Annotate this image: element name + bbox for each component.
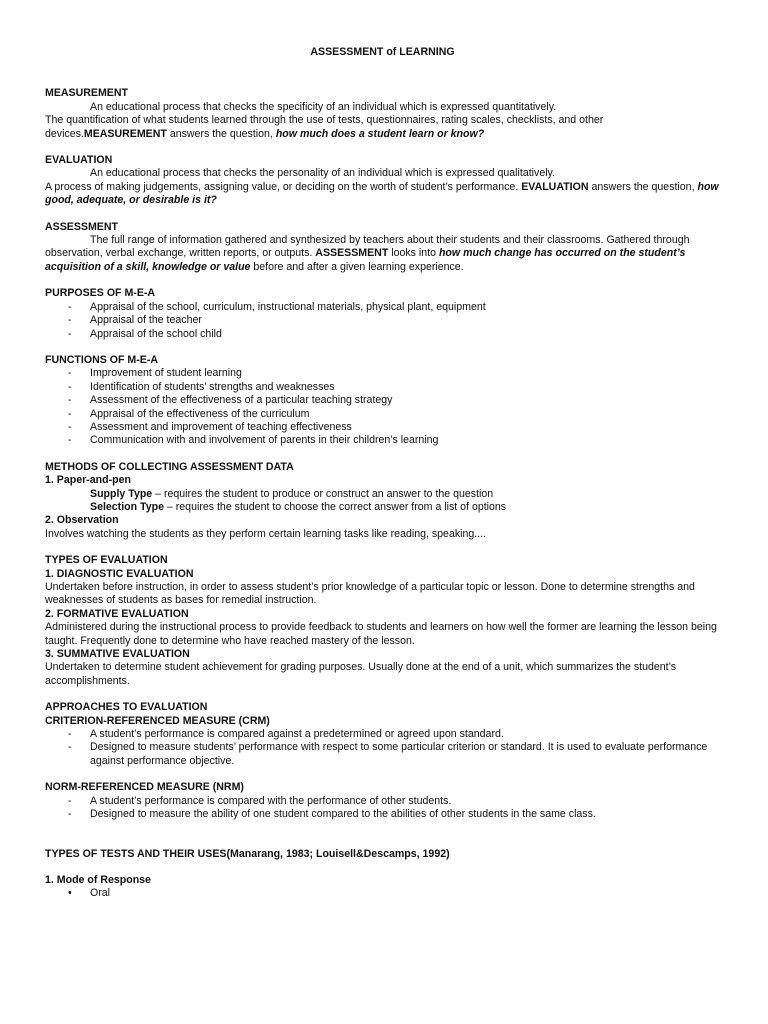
section-heading: TYPES OF TESTS AND THEIR USES(Manarang, 1983; Louisell&Descamps, 1992) [45, 847, 450, 860]
bold-term: Supply Type [90, 487, 153, 500]
list-item: - Improvement of student learning [45, 367, 720, 380]
bold-term: EVALUATION [521, 180, 589, 193]
supply-type-line [45, 488, 720, 501]
paragraph: Involves watching the students as they perform certain learning tasks like reading, speaking.... [45, 527, 487, 540]
section-heading: EVALUATION [45, 154, 113, 167]
selection-type-line [45, 501, 720, 514]
purposes-list [45, 301, 720, 341]
section-heading: MEASUREMENT [45, 87, 128, 100]
text: – requires the student to choose the correct answer from a list of options [163, 500, 507, 513]
section-methods [45, 461, 720, 541]
paragraph: Undertaken to determine student achievement for grading purposes. Usually done at the end of a unit, which summarizes the student’s accomplishments. [45, 661, 677, 687]
subheading: CRITERION-REFERENCED MEASURE (CRM) [45, 714, 270, 727]
mode-of-response-list [45, 887, 720, 900]
paragraph: Undertaken before instruction, in order to assess student’s prior knowledge of a particular topic or lesson. Done to determine strengths and weaknesses of students as bases for remedial instruction. [45, 581, 695, 607]
list-item: - Assessment of the effectiveness of a particular teaching strategy [45, 394, 720, 407]
subheading: 1. Paper-and-pen [45, 474, 131, 487]
emphasis: how good, adequate, or desirable is it? [45, 180, 719, 207]
subheading: 3. SUMMATIVE EVALUATION [45, 648, 190, 661]
list-item: - Appraisal of the teacher [45, 314, 720, 327]
subheading: NORM-REFERENCED MEASURE (NRM) [45, 781, 244, 794]
text: A process of making judgements, assigning value, or deciding on the worth of student’s performance. [45, 180, 522, 193]
text: The full range of information gathered and synthesized by teachers about their students and their classrooms. Gathered through observation, verbal exchange, written reports, or outputs. [45, 234, 690, 260]
paragraph: An educational process that checks the specificity of an individual which is expressed quantitatively. [90, 100, 557, 113]
section-purposes [45, 287, 720, 341]
section-heading: PURPOSES OF M-E-A [45, 287, 156, 300]
section-heading: FUNCTIONS OF M-E-A [45, 353, 158, 366]
document-title: ASSESSMENT of LEARNING [310, 46, 455, 58]
text: The quantification of what students learned through the use of tests, questionnaires, rating scales, checklists, and other devices. [45, 114, 604, 140]
bold-term: ASSESSMENT [315, 247, 389, 260]
subheading: 1. DIAGNOSTIC EVALUATION [45, 567, 194, 580]
list-item: - Appraisal of the school child [45, 328, 720, 341]
emphasis: how much change has occurred on the student’s acquisition of a skill, knowledge or value [45, 247, 686, 273]
text: before and after a given learning experience. [250, 260, 464, 273]
list-item: - Communication with and involvement of parents in their children’s learning [45, 434, 720, 447]
paragraph [45, 114, 720, 141]
functions-list [45, 367, 720, 447]
subheading: 2. FORMATIVE EVALUATION [45, 607, 189, 620]
paragraph [45, 181, 720, 208]
section-evaluation [45, 154, 720, 208]
paragraph: Administered during the instructional process to provide feedback to students and learners on how well the former are learning the lesson being taught. Frequently done to determine who have reached mastery of the lesson. [45, 621, 717, 647]
list-item: - Identification of students’ strengths and weaknesses [45, 381, 720, 394]
subheading: 1. Mode of Response [45, 873, 151, 886]
section-approaches [45, 701, 720, 821]
list-item: - Designed to measure students’ performance with respect to some particular criterion or standard. It is used to evaluate performance against performance objective. [45, 741, 720, 768]
section-heading: TYPES OF EVALUATION [45, 554, 168, 567]
paragraph [45, 234, 720, 274]
section-assessment [45, 221, 720, 275]
crm-list [45, 728, 720, 768]
text: answers the question, [588, 180, 698, 193]
section-heading: ASSESSMENT [45, 220, 118, 233]
text: – requires the student to produce or construct an answer to the question [152, 487, 494, 500]
list-item: - Appraisal of the effectiveness of the curriculum [45, 408, 720, 421]
list-item: • Oral [45, 887, 720, 900]
bold-term: MEASUREMENT [83, 127, 167, 140]
nrm-list [45, 795, 720, 822]
paragraph: An educational process that checks the personality of an individual which is expressed qualitatively. [90, 167, 556, 180]
list-item: - Assessment and improvement of teaching effectiveness [45, 421, 720, 434]
section-functions [45, 354, 720, 448]
section-types-of-tests [45, 848, 720, 901]
section-measurement [45, 87, 720, 141]
bold-term: Selection Type [90, 500, 164, 513]
list-item: - Designed to measure the ability of one student compared to the abilities of other students in the same class. [45, 808, 720, 821]
text: looks into [388, 247, 439, 260]
list-item: - A student’s performance is compared with the performance of other students. [45, 795, 720, 808]
list-item: - A student’s performance is compared against a predetermined or agreed upon standard. [45, 728, 720, 741]
text: answers the question, [166, 127, 276, 140]
section-heading: METHODS OF COLLECTING ASSESSMENT DATA [45, 460, 294, 473]
document-page [45, 46, 720, 901]
list-item: - Appraisal of the school, curriculum, instructional materials, physical plant, equipment [45, 301, 720, 314]
subheading: 2. Observation [45, 514, 119, 527]
section-heading: APPROACHES TO EVALUATION [45, 701, 208, 714]
section-types-of-evaluation [45, 554, 720, 688]
emphasis: how much does a student learn or know? [275, 127, 485, 140]
